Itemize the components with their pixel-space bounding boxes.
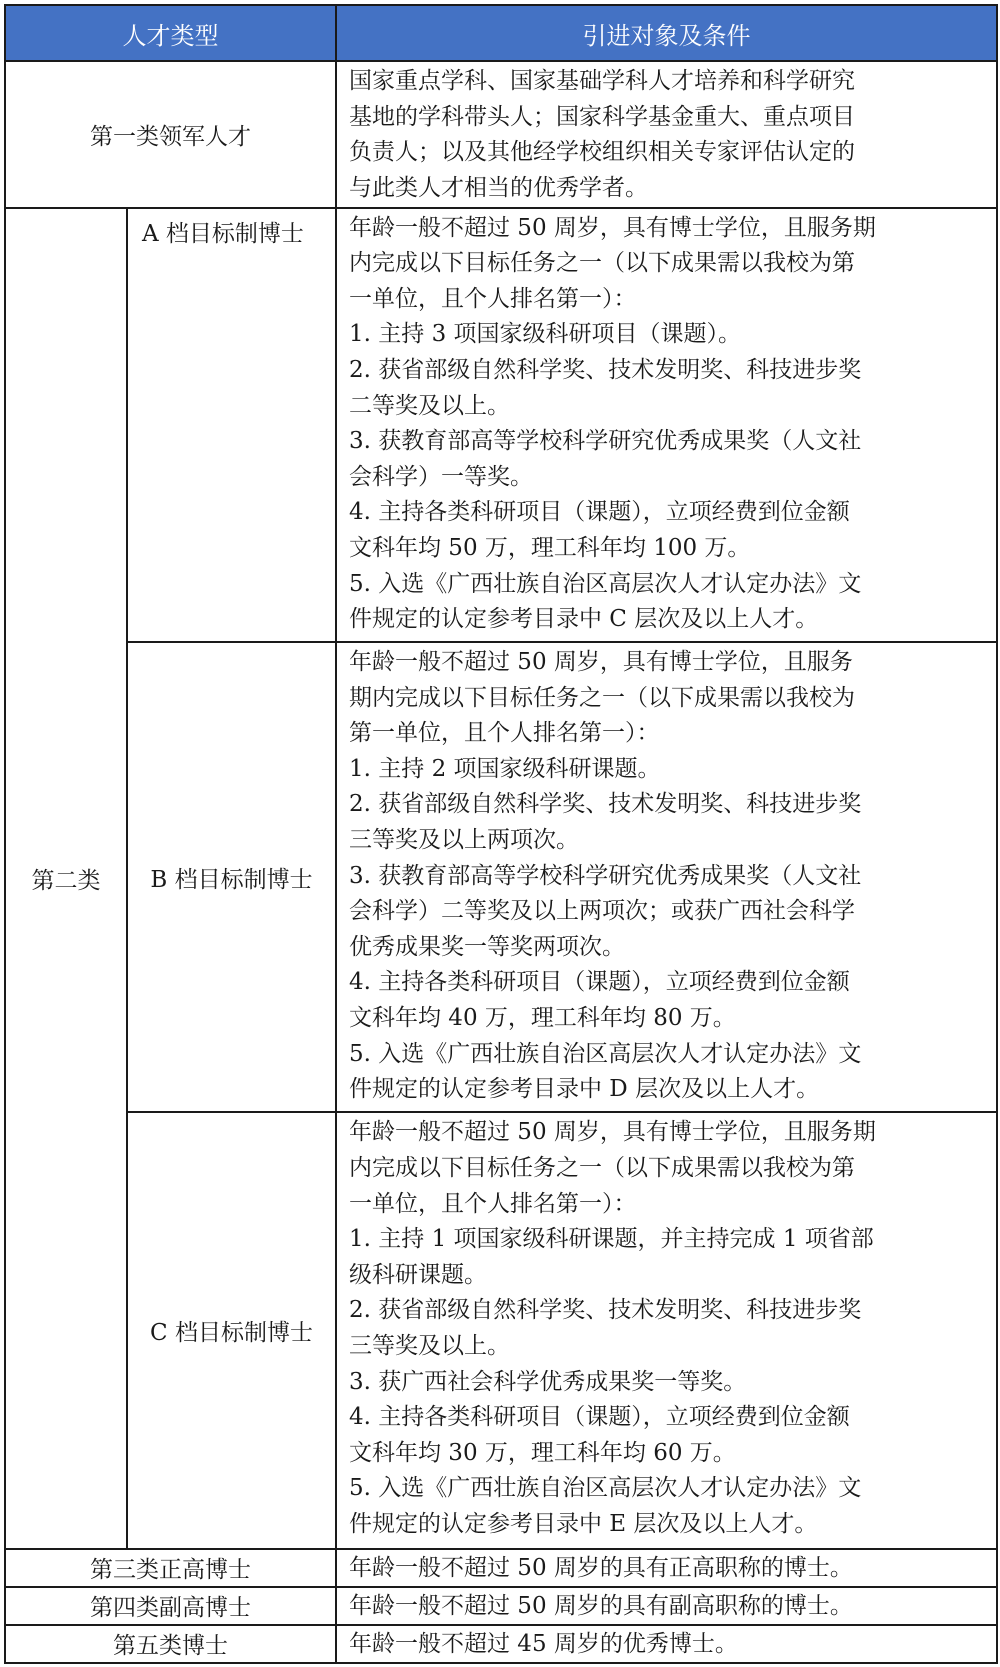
- class4-conditions: 年龄一般不超过 50 周岁的具有副高职称的博士。: [336, 1587, 997, 1625]
- condition-line: 5. 入选《广西壮族自治区高层次人才认定办法》文: [349, 1040, 862, 1067]
- condition-line: 年龄一般不超过 50 周岁，具有博士学位，且服务期: [349, 1119, 876, 1146]
- condition-line: 一单位，且个人排名第一）：: [349, 1190, 637, 1217]
- condition-line: 国家重点学科、国家基础学科人才培养和科学研究: [349, 68, 855, 95]
- class2-a-conditions: [336, 208, 997, 642]
- condition-line: 内完成以下目标任务之一（以下成果需以我校为第: [349, 250, 855, 277]
- condition-line: 第一单位，且个人排名第一）：: [349, 720, 660, 747]
- condition-line: 内完成以下目标任务之一（以下成果需以我校为第: [349, 1155, 855, 1182]
- class3-conditions: 年龄一般不超过 50 周岁的具有正高职称的博士。: [336, 1549, 997, 1587]
- condition-line: 三等奖及以上两项次。: [349, 826, 579, 853]
- header-conditions: 引进对象及条件: [336, 5, 997, 61]
- class2-label: 第二类: [5, 208, 127, 1549]
- row-class3: [5, 1549, 997, 1587]
- row-class5: [5, 1625, 997, 1663]
- header-row: [5, 5, 997, 61]
- header-talent-type: 人才类型: [5, 5, 336, 61]
- condition-line: 5. 入选《广西壮族自治区高层次人才认定办法》文: [349, 570, 862, 597]
- condition-line: 文科年均 50 万，理工科年均 100 万。: [349, 534, 751, 561]
- class4-label: 第四类副高博士: [5, 1587, 336, 1625]
- condition-line: 期内完成以下目标任务之一（以下成果需以我校为: [349, 684, 855, 711]
- row-class2-b: [5, 642, 997, 1112]
- condition-line: 4. 主持各类科研项目（课题），立项经费到位金额: [349, 1404, 850, 1431]
- class2-b-label: B 档目标制博士: [127, 642, 336, 1112]
- condition-line: 负责人；以及其他经学校组织相关专家评估认定的: [349, 139, 855, 166]
- condition-line: 2. 获省部级自然科学奖、技术发明奖、科技进步奖: [349, 1297, 862, 1324]
- class5-label: 第五类博士: [5, 1625, 336, 1663]
- condition-line: 基地的学科带头人；国家科学基金重大、重点项目: [349, 103, 855, 130]
- condition-line: 2. 获省部级自然科学奖、技术发明奖、科技进步奖: [349, 356, 862, 383]
- condition-line: 会科学）一等奖。: [349, 463, 533, 490]
- class2-b-conditions: [336, 642, 997, 1112]
- condition-line: 件规定的认定参考目录中 E 层次及以上人才。: [349, 1510, 818, 1537]
- class2-a-label: A 档目标制博士: [127, 208, 336, 642]
- condition-line: 与此类人才相当的优秀学者。: [349, 174, 648, 201]
- condition-line: 二等奖及以上。: [349, 392, 510, 419]
- talent-introduction-table: [4, 4, 998, 1664]
- condition-line: 3. 获广西社会科学优秀成果奖一等奖。: [349, 1368, 747, 1395]
- row-class4: [5, 1587, 997, 1625]
- condition-line: 4. 主持各类科研项目（课题），立项经费到位金额: [349, 499, 850, 526]
- condition-line: 1. 主持 2 项国家级科研课题。: [349, 755, 661, 782]
- class5-conditions: 年龄一般不超过 45 周岁的优秀博士。: [336, 1625, 997, 1663]
- condition-line: 2. 获省部级自然科学奖、技术发明奖、科技进步奖: [349, 791, 862, 818]
- condition-line: 1. 主持 1 项国家级科研课题，并主持完成 1 项省部: [349, 1226, 874, 1253]
- condition-line: 4. 主持各类科研项目（课题），立项经费到位金额: [349, 969, 850, 996]
- class1-label: 第一类领军人才: [5, 61, 336, 208]
- condition-line: 文科年均 40 万，理工科年均 80 万。: [349, 1004, 736, 1031]
- condition-line: 年龄一般不超过 50 周岁，具有博士学位，且服务期: [349, 214, 876, 241]
- condition-line: 件规定的认定参考目录中 D 层次及以上人才。: [349, 1076, 820, 1103]
- condition-line: 文科年均 30 万，理工科年均 60 万。: [349, 1439, 736, 1466]
- condition-line: 年龄一般不超过 50 周岁，具有博士学位，且服务: [349, 648, 853, 675]
- condition-line: 一单位，且个人排名第一）：: [349, 285, 637, 312]
- row-class1: [5, 61, 997, 208]
- condition-line: 级科研课题。: [349, 1261, 487, 1288]
- condition-line: 三等奖及以上。: [349, 1333, 510, 1359]
- class2-c-label: C 档目标制博士: [127, 1112, 336, 1548]
- condition-line: 3. 获教育部高等学校科学研究优秀成果奖（人文社: [349, 862, 862, 889]
- condition-line: 5. 入选《广西壮族自治区高层次人才认定办法》文: [349, 1475, 862, 1502]
- row-class2-a: [5, 208, 997, 642]
- condition-line: 会科学）二等奖及以上两项次；或获广西社会科学: [349, 898, 855, 925]
- condition-line: 优秀成果奖一等奖两项次。: [349, 933, 625, 960]
- class2-c-conditions: [336, 1112, 997, 1548]
- row-class2-c: [5, 1112, 997, 1548]
- condition-line: 3. 获教育部高等学校科学研究优秀成果奖（人文社: [349, 428, 862, 455]
- condition-line: 1. 主持 3 项国家级科研项目（课题）。: [349, 321, 742, 348]
- condition-line: 件规定的认定参考目录中 C 层次及以上人才。: [349, 606, 819, 633]
- class3-label: 第三类正高博士: [5, 1549, 336, 1587]
- class1-conditions: [336, 61, 997, 208]
